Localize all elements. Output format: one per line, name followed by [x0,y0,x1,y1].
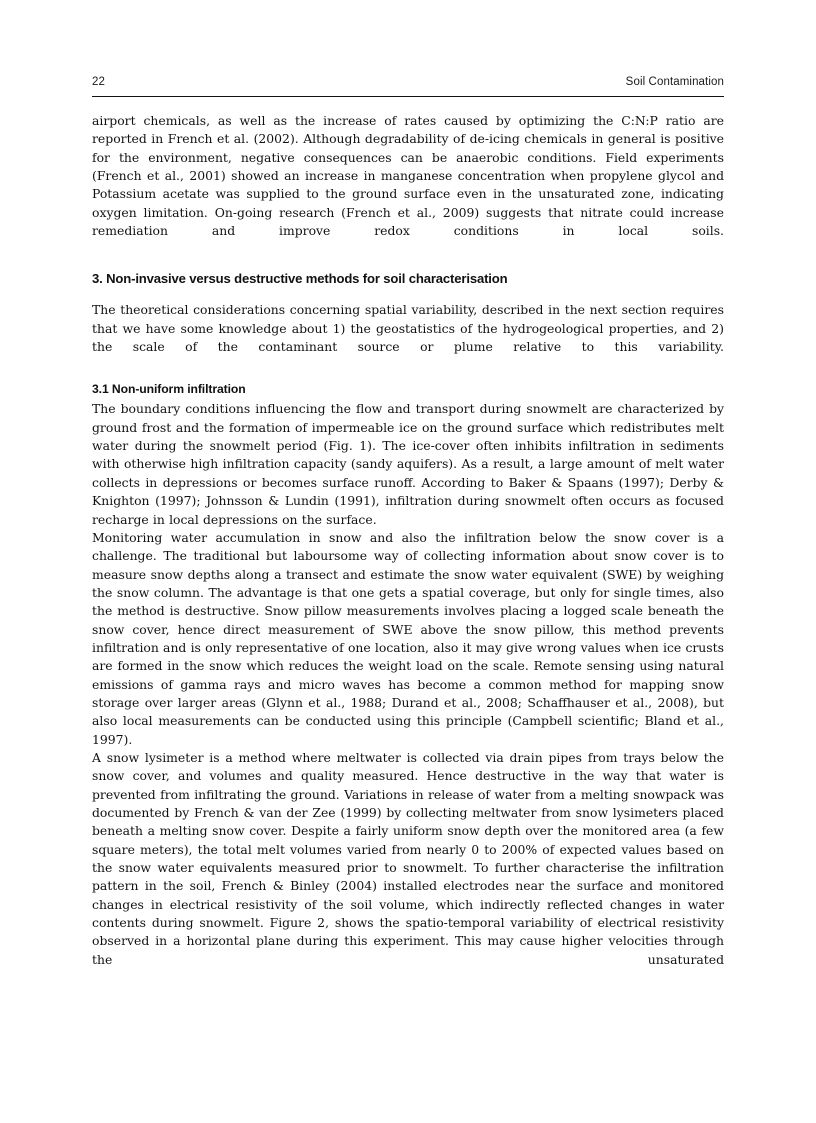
heading-section-3-1: 3.1 Non-uniform infiltration [92,382,246,397]
paragraph-boundary-conditions: The boundary conditions influencing the flow and transport during snowmelt are characterized by ground frost and the formation of impermeable ice on the ground surface which redistributes melt water during the snowmelt period (Fig. 1). The ice-cover often inhibits infiltration in sediments with otherwise high infiltration capacity (sandy aquifers). As a result, a large amount of melt water collects in depressions or becomes surface runoff. According to Baker & Spaans (1997); Derby & Knighton (1997); Johnsson & Lundin (1991), infiltration during snowmelt often occurs as focused recharge in local depressions on the surface. [92,401,724,527]
spacer [92,356,724,381]
heading-section-3: 3. Non-invasive versus destructive methods for soil characterisation [92,271,508,287]
running-header [92,76,724,88]
text-column [92,112,724,969]
paragraph-monitoring-water-accumulation: Monitoring water accumulation in snow and also the infiltration below the snow cover is a challenge. The traditional but laboursome way of collecting information about snow cover is to measure snow depths along a transect and estimate the snow water equivalent (SWE) by weighing the snow column. The advantage is that one gets a spatial coverage, but only for single times, also the method is destructive. Snow pillow measurements involves placing a logged scale beneath the snow cover, hence direct measurement of SWE above the snow pillow, this method prevents infiltration and is only representative of one location, also it may give wrong values when ice crusts are formed in the snow which reduces the weight load on the scale. Remote sensing using natural emissions of gamma rays and micro waves has become a common method for mapping snow storage over larger areas (Glynn et al., 1988; Durand et al., 2008; Schaffhauser et al., 2008), but also local measurements can be conducted using this principle (Campbell scientific; Bland et al., 1997). [92,529,724,747]
page-number: 22 [92,76,105,88]
header-divider [92,96,724,97]
paragraph-snow-lysimeter: A snow lysimeter is a method where meltwater is collected via drain pipes from trays below the snow cover, and volumes and quality measured. Hence destructive in the way that water is prevented from infiltrating the ground. Variations in release of water from a melting snowpack was documented by French & van der Zee (1999) by collecting meltwater from snow lysimeters placed beneath a melting snow cover. Despite a fairly uniform snow depth over the monitored area (a few square meters), the total melt volumes varied from nearly 0 to 200% of expected values based on the snow water equivalents measured prior to snowmelt. To further characterise the infiltration pattern in the soil, French & Binley (2004) installed electrodes near the surface and monitored changes in electrical resistivity of the soil volume, which indirectly reflected changes in water contents during snowmelt. Figure 2, shows the spatio-temporal variability of electrical resistivity observed in a horizontal plane during this experiment. This may cause higher velocities through the unsaturated [92,749,724,967]
spacer [92,288,724,301]
paragraph-airport-chemicals: airport chemicals, as well as the increase of rates caused by optimizing the C:N:P ratio are reported in French et al. (2002). Although degradability of de-icing chemicals in general is positive for the environment, negative consequences can be anaerobic conditions. Field experiments (French et al., 2001) showed an increase in manganese concentration when propylene glycol and Potassium acetate was supplied to the ground surface even in the unsaturated zone, indicating oxygen limitation. On-going research (French et al., 2009) suggests that nitrate could increase remediation and improve redox conditions in local soils. [92,113,724,239]
book-title: Soil Contamination [625,76,724,88]
paragraph-theoretical-considerations: The theoretical considerations concerning spatial variability, described in the next section requires that we have some knowledge about 1) the geostatistics of the hydrogeological properties, and 2) the scale of the contaminant source or plume relative to this variability. [92,302,724,355]
spacer [92,240,724,270]
